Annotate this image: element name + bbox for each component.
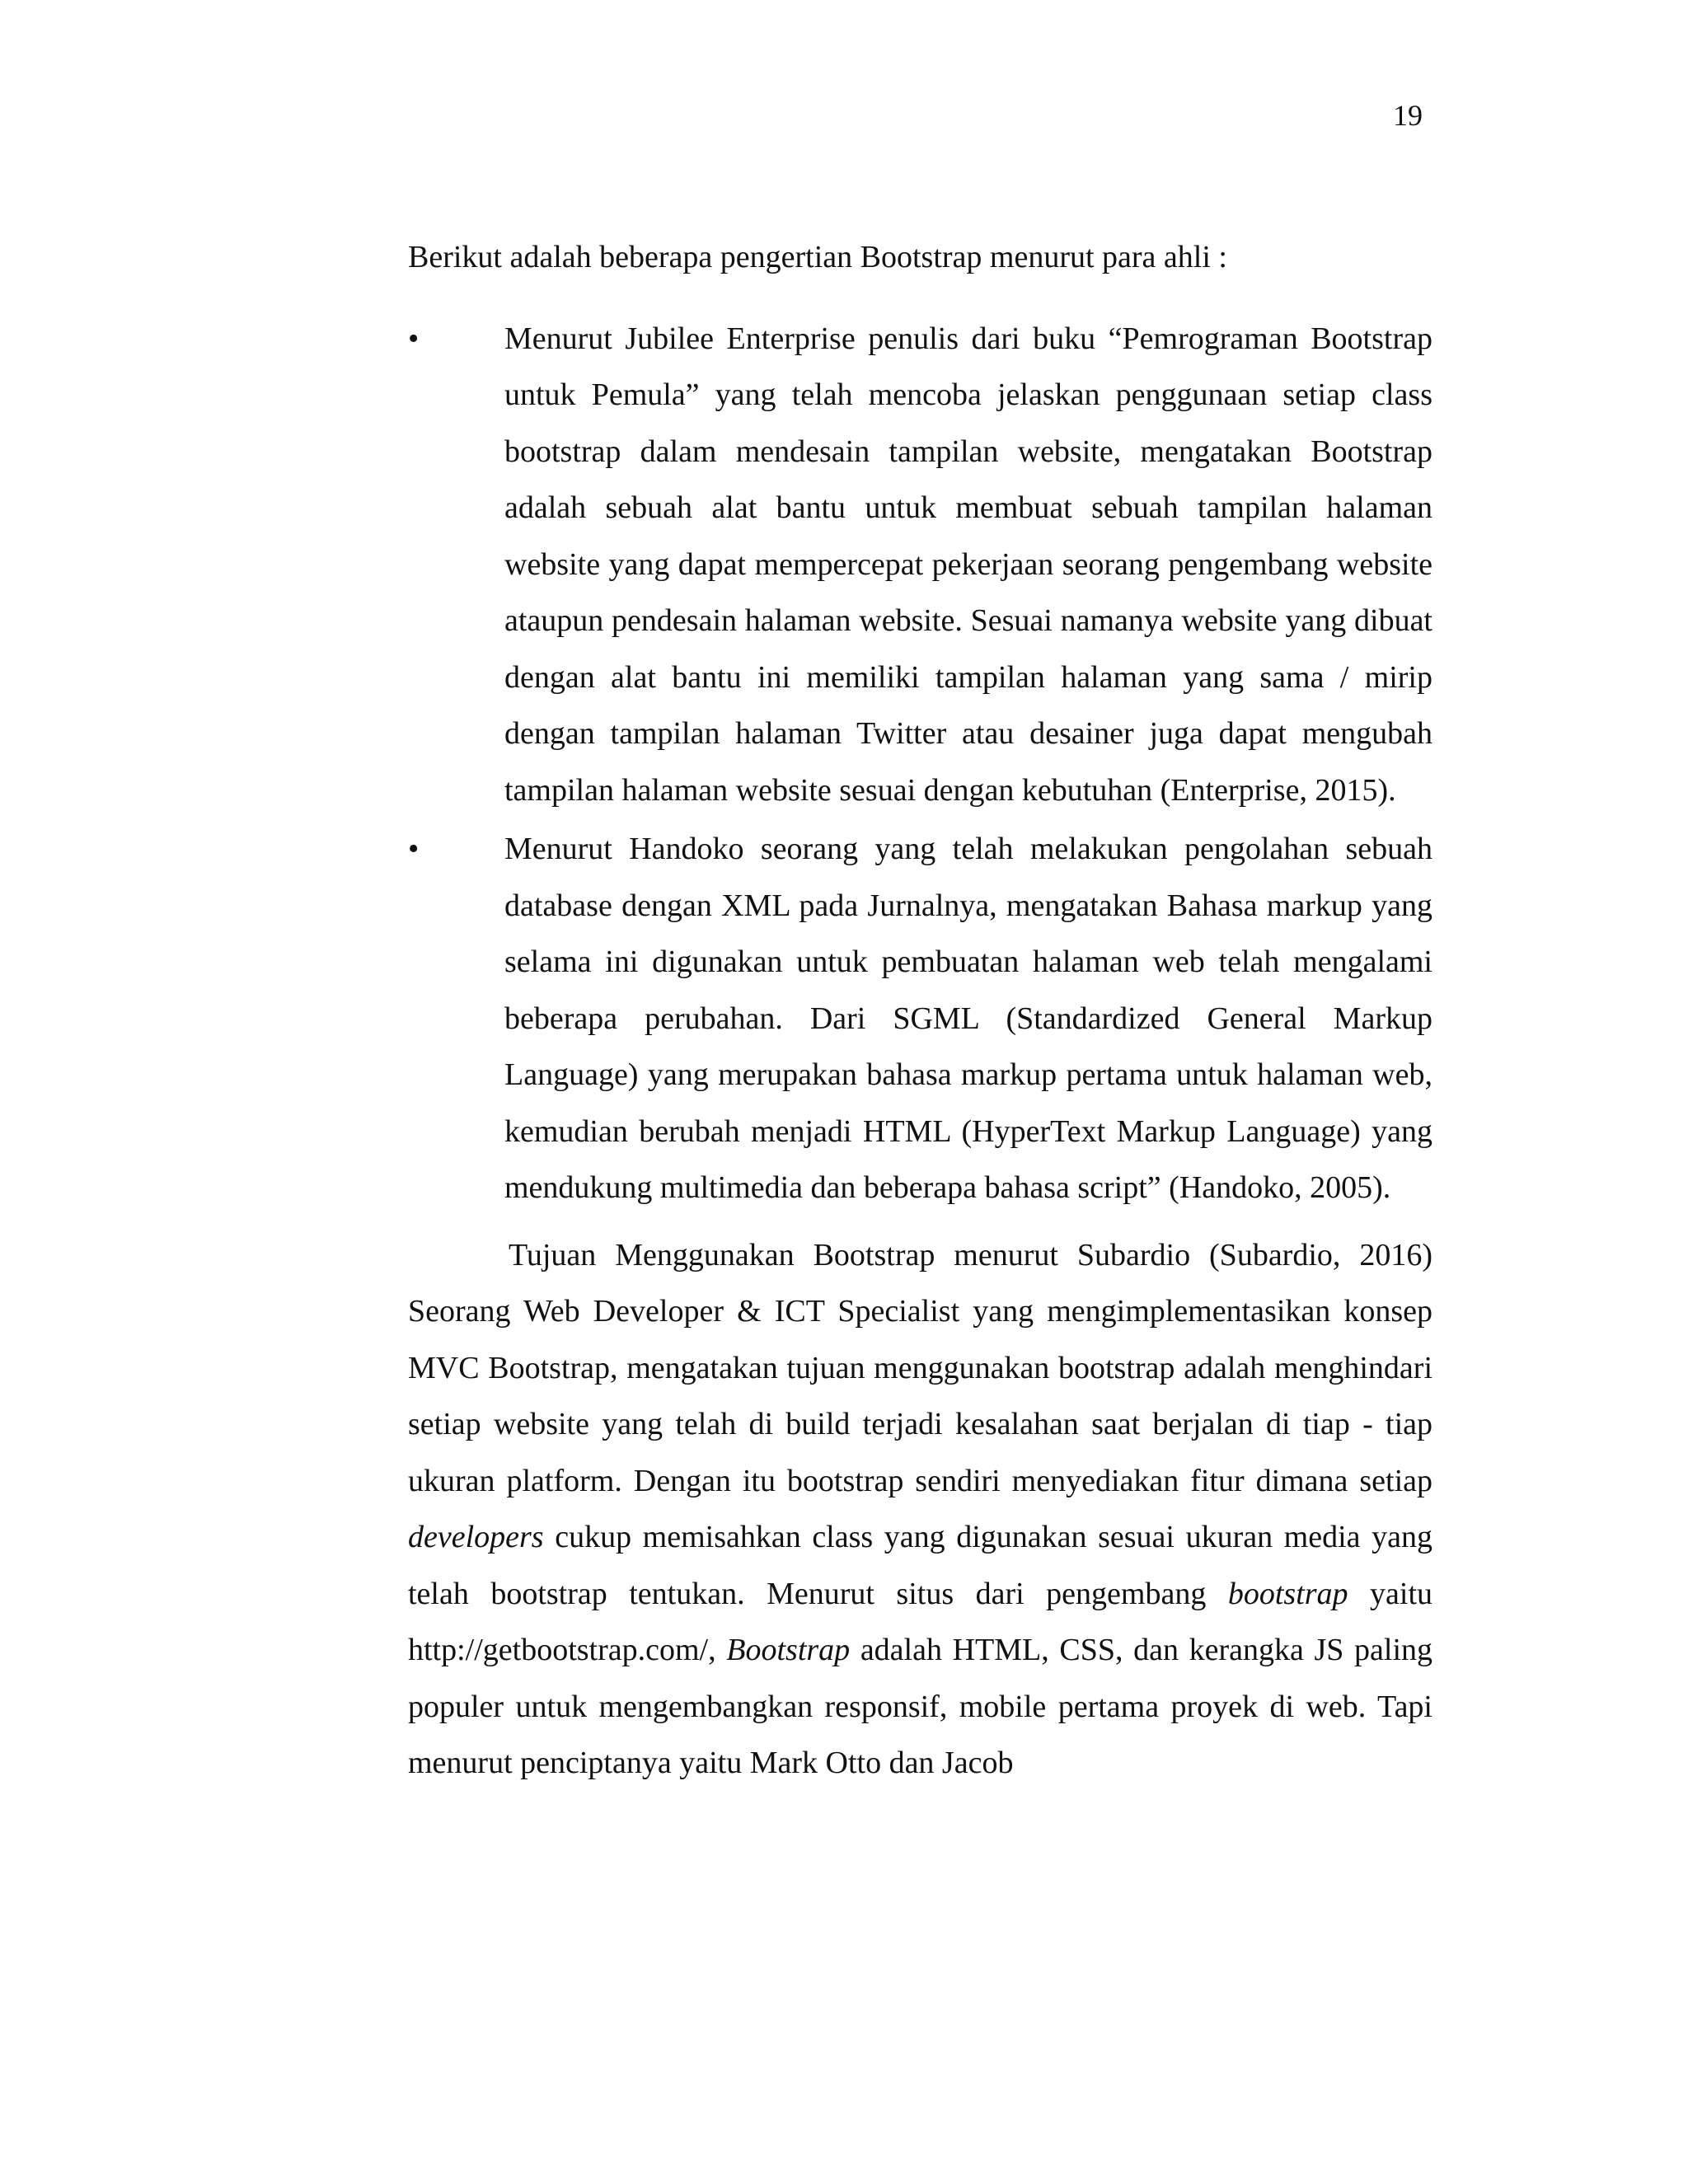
paragraph-bootstrap-purpose <box>408 1227 1432 1792</box>
paragraph-text-1: Tujuan Menggunakan Bootstrap menurut Subardio (Subardio, 2016) Seorang Web Developer & ICT Specialist yang mengimplementasikan konsep MVC Bootstrap, mengatakan tujuan menggunakan bootstrap adalah menghindari setiap website yang telah di build terjadi kesalahan saat berjalan di tiap - tiap ukuran platform. Dengan itu bootstrap sendiri menyediakan fitur dimana setiap <box>408 1237 1432 1498</box>
bullet-marker: • <box>408 321 420 356</box>
body-text <box>408 229 1432 1792</box>
bullet-item-jubilee <box>408 311 1432 819</box>
page-number: 19 <box>1393 99 1423 132</box>
italic-term-bootstrap-capital: Bootstrap <box>726 1633 851 1667</box>
intro-sentence: Berikut adalah beberapa pengertian Bootstrap menurut para ahli : <box>408 240 1227 274</box>
paragraph-text-2: cukup memisahkan class yang digunakan sesuai ukuran media yang telah bootstrap tentukan. Menurut situs dari pengembang <box>408 1520 1432 1611</box>
bullet-item-handoko <box>408 821 1432 1216</box>
italic-term-developers: developers <box>408 1520 544 1554</box>
italic-term-bootstrap: bootstrap <box>1227 1576 1348 1611</box>
bullet-marker: • <box>408 832 420 866</box>
bullet-text: Menurut Handoko seorang yang telah melakukan pengolahan sebuah database dengan XML pada Jurnalnya, mengatakan Bahasa markup yang selama ini digunakan untuk pembuatan halaman web telah mengalami beberapa perubahan. Dari SGML (Standardized General Markup Language) yang merupakan bahasa markup pertama untuk halaman web, kemudian berubah menjadi HTML (HyperText Markup Language) yang mendukung multimedia dan beberapa bahasa script” (Handoko, 2005). <box>504 832 1432 1205</box>
paragraph-text-3: yaitu http://getbootstrap.com/, <box>408 1576 1433 1667</box>
bullet-list <box>408 311 1432 1216</box>
paragraph-text-4: adalah HTML, CSS, dan kerangka JS paling populer untuk mengembangkan responsif, mobile pertama proyek di web. Tapi menurut penciptanya yaitu Mark Otto dan Jacob <box>408 1633 1433 1780</box>
bullet-text: Menurut Jubilee Enterprise penulis dari buku “Pemrograman Bootstrap untuk Pemula” yang telah mencoba jelaskan penggunaan setiap class bootstrap dalam mendesain tampilan website, mengatakan Bootstrap adalah sebuah alat bantu untuk membuat sebuah tampilan halaman website yang dapat mempercepat pekerjaan seorang pengembang website ataupun pendesain halaman website. Sesuai namanya website yang dibuat dengan alat bantu ini memiliki tampilan halaman yang sama / mirip dengan tampilan halaman Twitter atau desainer juga dapat mengubah tampilan halaman website sesuai dengan kebutuhan (Enterprise, 2015). <box>504 321 1432 808</box>
